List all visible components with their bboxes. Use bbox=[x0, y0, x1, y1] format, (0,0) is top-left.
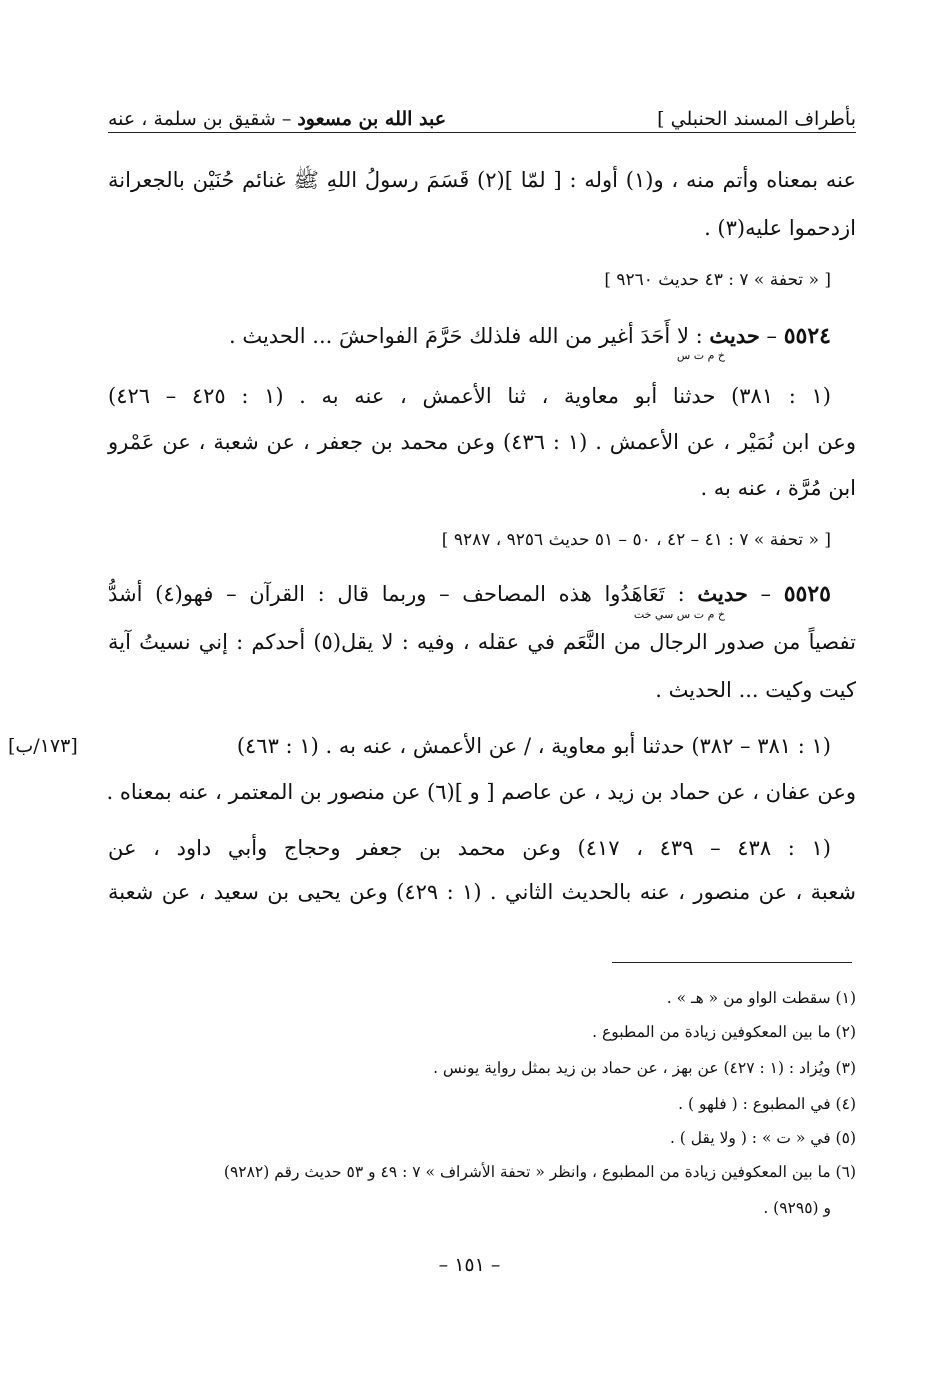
footnote: (٢) ما بين المعكوفين زيادة من المطبوع . bbox=[592, 1023, 856, 1041]
hadith-5524-heading bbox=[108, 320, 831, 352]
hadith-label: حديث bbox=[697, 581, 748, 606]
footnote: (٣) ويُزاد : (١ : ٤٢٧) عن بهز ، عن حماد بن زيد بمثل رواية يونس . bbox=[433, 1059, 856, 1077]
hadith-text: : تَعَاهَدُوا هذه المصاحف – وربما قال : القرآن – فهو(٤) أشدُّ bbox=[108, 582, 685, 606]
hadith-5525-heading bbox=[108, 578, 831, 610]
text-line: تفصياً من صدور الرجال من النَّعَم في عقله ، وفيه : لا يقل(٥) أحدكم : إني نسيتُ آية bbox=[108, 630, 856, 654]
header-left: – شقيق بن سلمة ، عنه bbox=[108, 108, 292, 130]
header-right: بأطراف المسند الحنبلي ] bbox=[657, 108, 856, 130]
text-line: (١ : ٣٨١) حدثنا أبو معاوية ، ثنا الأعمش ، عنه به . (١ : ٤٢٥ – ٤٢٦) bbox=[108, 384, 831, 408]
footnote: (١) سقطت الواو من « هـ » . bbox=[666, 989, 856, 1007]
hadith-number: ٥٥٢٤ bbox=[783, 323, 831, 349]
text-line: كيت وكيت ... الحديث . bbox=[655, 678, 856, 702]
footnote: و (٩٢٩٥) . bbox=[763, 1199, 831, 1217]
text-line: وعن ابن نُمَيْر ، عن الأعمش . (١ : ٤٣٦) وعن محمد بن جعفر ، عن شعبة ، عن عَمْرو bbox=[108, 430, 856, 454]
dash: – bbox=[760, 582, 772, 606]
footnote: (٥) في « ت » : ( ولا يقل ) . bbox=[669, 1129, 856, 1147]
tuhfa-reference: [ « تحفة » ٧ : ٤١ – ٤٢ ، ٥٠ – ٥١ حديث ٩٢٥٦ ، ٩٢٨٧ ] bbox=[441, 530, 831, 550]
page-number: – ١٥١ – bbox=[438, 1254, 501, 1276]
sigla: خ م ت س سي خت bbox=[633, 608, 725, 621]
text-line: عنه بمعناه وأتم منه ، و(١) أوله : [ لمّا ](٢) قَسَمَ رسولُ اللهِ ﷺ غنائم حُنَيْن بالجعرانة bbox=[108, 168, 857, 192]
hadith-number: ٥٥٢٥ bbox=[783, 581, 831, 607]
text-line: (١ : ٣٨١ – ٣٨٢) حدثنا أبو معاوية ، / عن الأعمش ، عنه به . (١ : ٤٦٣) bbox=[236, 734, 831, 758]
manuscript-folio-marker: [١٧٣/ب] bbox=[8, 735, 78, 757]
hadith-text: : لا أَحَدَ أغير من الله فلذلك حَرَّمَ الفواحشَ ... الحديث . bbox=[228, 324, 703, 348]
running-header bbox=[108, 98, 856, 133]
sigla: خ م ت س bbox=[676, 349, 725, 362]
text-line: شعبة ، عن منصور ، عنه بالحديث الثاني . (١ : ٤٢٩) وعن يحيى بن سعيد ، عن شعبة bbox=[108, 880, 856, 904]
text-line: (١ : ٤٣٨ – ٤٣٩ ، ٤١٧) وعن محمد بن جعفر وحجاج وأبي داود ، عن bbox=[108, 836, 831, 860]
hadith-label: حديث bbox=[709, 323, 760, 348]
tuhfa-reference: [ « تحفة » ٧ : ٤٣ حديث ٩٢٦٠ ] bbox=[604, 270, 831, 290]
header-left-group bbox=[108, 108, 446, 130]
dash: – bbox=[766, 324, 778, 348]
footnote: (٦) ما بين المعكوفين زيادة من المطبوع ، وانظر « تحفة الأشراف » ٧ : ٤٩ و ٥٣ حديث رقم (٩٢٨٢) bbox=[223, 1163, 856, 1181]
text-line: وعن عفان ، عن حماد بن زيد ، عن عاصم [ و ](٦) عن منصور بن المعتمر ، عنه بمعناه . bbox=[106, 780, 856, 804]
footnote: (٤) في المطبوع : ( فلهو ) . bbox=[678, 1095, 856, 1113]
text-line: ازدحموا عليه(٣) . bbox=[704, 216, 856, 240]
header-center: عبد الله بن مسعود bbox=[297, 108, 447, 130]
footnote-separator bbox=[612, 962, 852, 963]
text-line: ابن مُرَّة ، عنه به . bbox=[700, 476, 856, 500]
